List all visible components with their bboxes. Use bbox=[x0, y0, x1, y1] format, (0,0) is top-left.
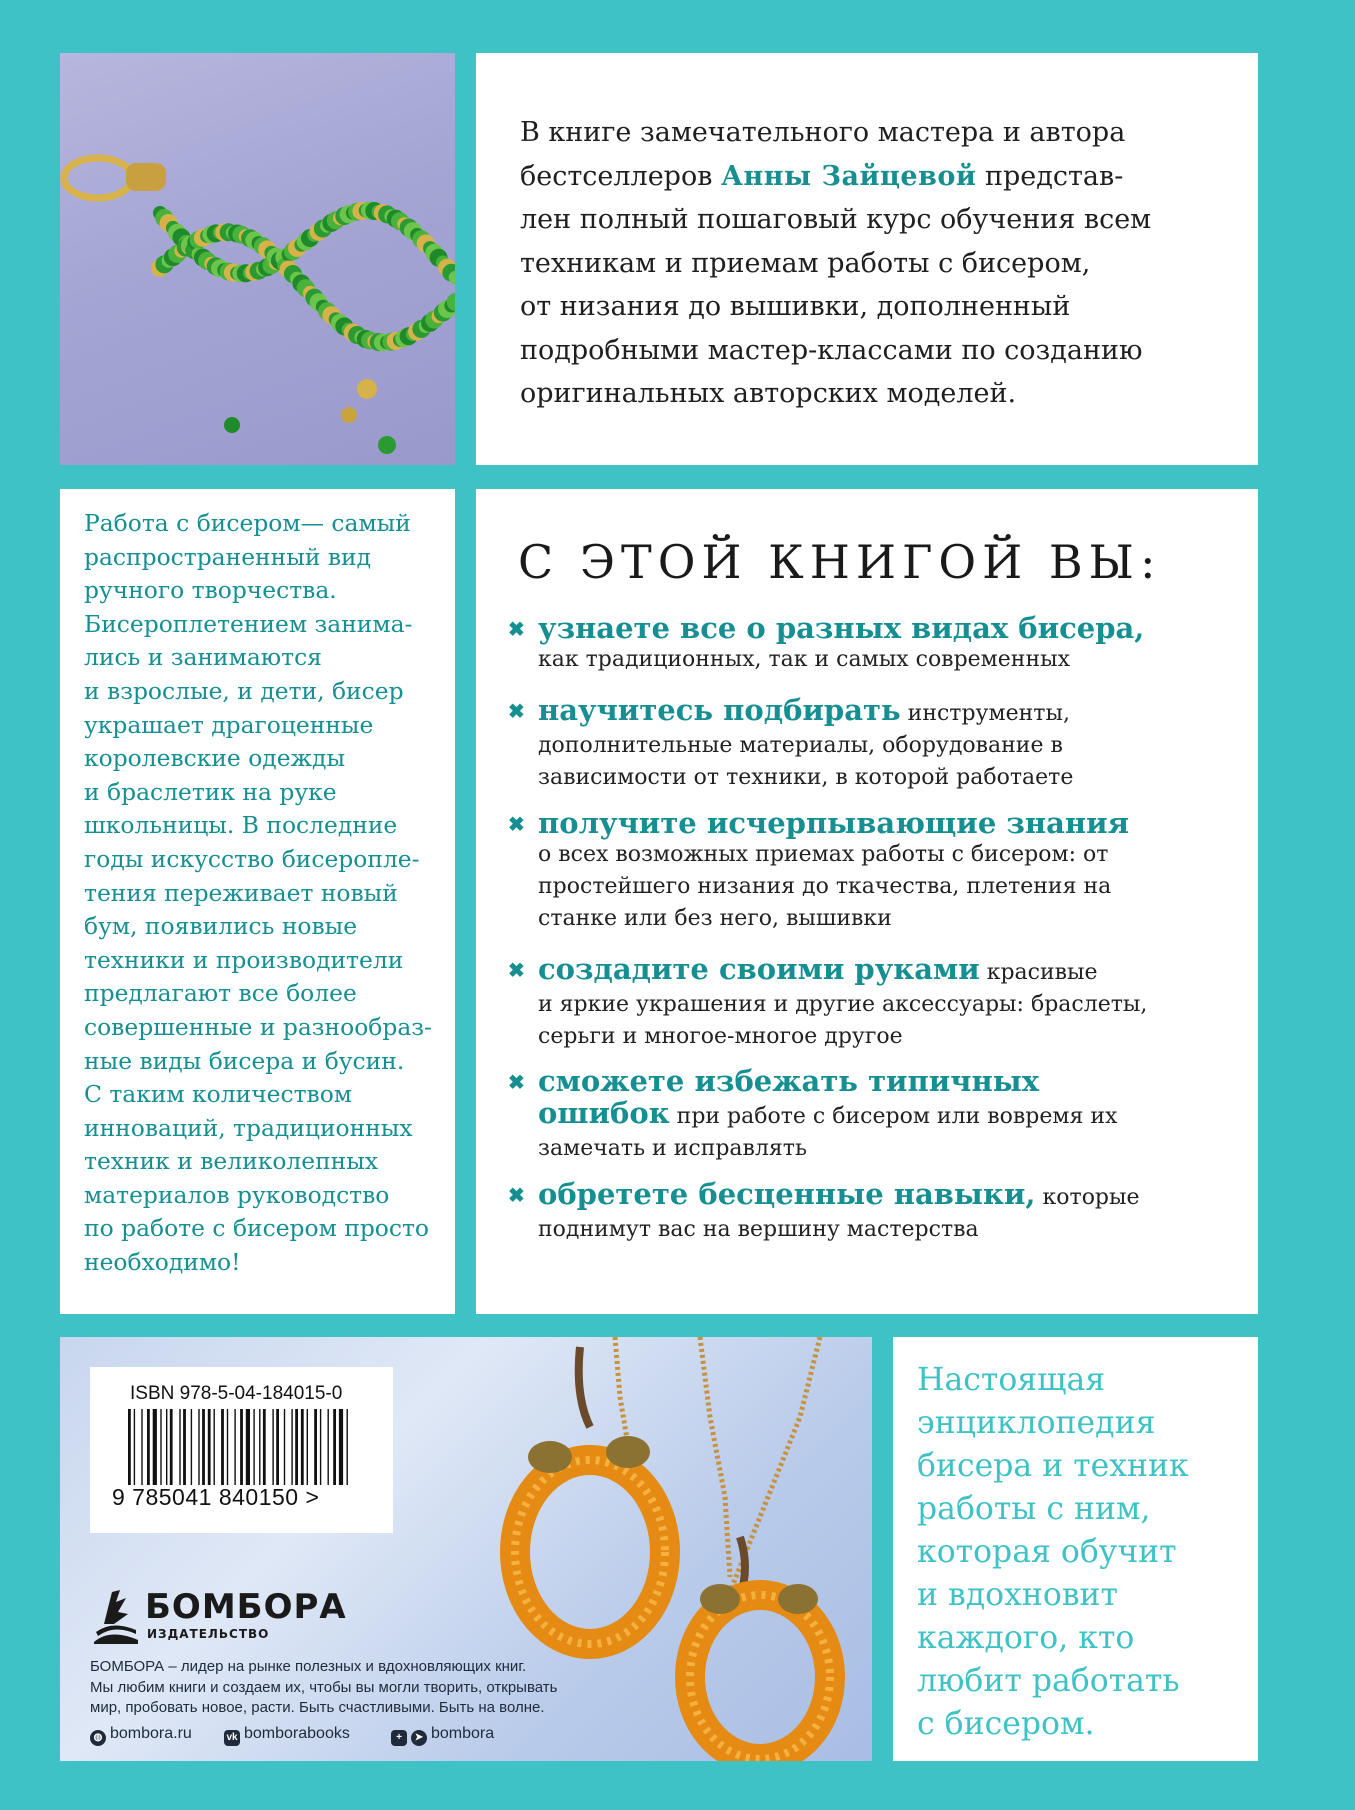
about-line: совершенные и разнообраз- bbox=[84, 1012, 432, 1041]
about-line: по работе с бисером просто bbox=[84, 1214, 430, 1243]
publisher-description-line: Мы любим книги и создаем их, чтобы вы могли творить, открывать bbox=[90, 1679, 558, 1696]
intro-line: подробными мастер-классами по созданию bbox=[520, 334, 1143, 366]
slogan-line: Настоящая bbox=[917, 1362, 1106, 1398]
about-line: бум, появились новые bbox=[84, 912, 358, 941]
intro-line: лен полный пошаговый курс обучения всем bbox=[520, 204, 1152, 235]
slogan-panel bbox=[893, 1337, 1258, 1761]
slogan-line: которая обучит bbox=[917, 1534, 1177, 1570]
bombora-logo-icon bbox=[90, 1584, 142, 1646]
social-telegram[interactable]: + ➤ bombora bbox=[391, 1725, 494, 1746]
benefit-item bbox=[508, 806, 1130, 935]
publisher-logo-sub: ИЗДАТЕЛЬСТВО bbox=[147, 1627, 270, 1641]
benefit-line: поднимут вас на вершину мастерства bbox=[538, 1217, 979, 1242]
slogan-line: любит работать bbox=[917, 1663, 1180, 1699]
benefit-item bbox=[508, 1177, 1140, 1246]
benefit-line: и яркие украшения и другие аксессуары: браслеты, bbox=[538, 992, 1148, 1017]
publisher-description-line: мир, пробовать новое, расти. Быть счастливыми. Быть на волне. bbox=[90, 1699, 545, 1716]
bead-chain bbox=[151, 202, 455, 352]
benefit-head: обретете бесценные навыки, которые bbox=[538, 1177, 1140, 1211]
about-line: ные виды бисера и бусин. bbox=[84, 1046, 405, 1075]
benefit-line: серьги и многое-многое другое bbox=[538, 1024, 903, 1049]
slogan-line: каждого, кто bbox=[917, 1620, 1135, 1656]
about-line: годы искусство бисеропле- bbox=[84, 844, 420, 873]
about-line: инноваций, традиционных bbox=[84, 1113, 413, 1142]
about-line: материалов руководство bbox=[84, 1180, 390, 1209]
benefit-item bbox=[508, 1064, 1118, 1165]
benefit-line: замечать и исправлять bbox=[538, 1136, 807, 1161]
bullet-icon: ✖ bbox=[508, 958, 525, 982]
social-vk[interactable]: vk bomborabooks bbox=[224, 1725, 350, 1746]
benefit-line: дополнительные материалы, оборудование в bbox=[538, 733, 1063, 758]
about-panel bbox=[60, 489, 455, 1314]
vk-icon: vk bbox=[224, 1730, 240, 1746]
about-line: школьницы. В последние bbox=[84, 811, 398, 840]
about-line: распространенный вид bbox=[84, 542, 372, 571]
isbn-digits: 9 785041 840150 > bbox=[112, 1484, 320, 1510]
slogan-line: энциклопедия bbox=[917, 1405, 1156, 1441]
benefit-head: сможете избежать типичных bbox=[538, 1064, 1040, 1098]
intro-line: оригинальных авторских моделей. bbox=[520, 378, 1017, 409]
bullet-icon: ✖ bbox=[508, 1183, 525, 1207]
about-line: техники и производители bbox=[84, 945, 404, 974]
about-line: ручного творчества. bbox=[84, 576, 337, 605]
intro-line: бестселлеров Анны Зайцевой представ- bbox=[520, 160, 1124, 192]
about-line: украшает драгоценные bbox=[84, 710, 374, 739]
benefit-head: узнаете все о разных видах бисера, bbox=[538, 611, 1145, 645]
about-line: С таким количеством bbox=[84, 1080, 352, 1109]
benefit-item bbox=[508, 952, 1148, 1053]
isbn-barcode-box bbox=[90, 1367, 393, 1533]
benefit-line: зависимости от техники, в которой работаете bbox=[538, 765, 1074, 790]
about-line: тения переживает новый bbox=[84, 878, 398, 907]
about-line: необходимо! bbox=[84, 1248, 241, 1277]
intro-line: В книге замечательного мастера и автора bbox=[520, 117, 1126, 148]
intro-line: от низания до вышивки, дополненный bbox=[520, 291, 1071, 322]
benefit-line: как традиционных, так и самых современных bbox=[538, 647, 1071, 672]
globe-icon: ◍ bbox=[90, 1730, 106, 1746]
slogan-line: с бисером. bbox=[917, 1706, 1095, 1742]
about-line: и браслетик на руке bbox=[84, 777, 337, 806]
benefit-line: о всех возможных приемах работы с бисером: от bbox=[538, 842, 1109, 867]
clasp-body bbox=[126, 163, 166, 191]
bullet-icon: ✖ bbox=[508, 617, 525, 641]
benefit-item bbox=[508, 611, 1145, 676]
telegram-icon: ➤ bbox=[411, 1730, 427, 1746]
publisher-description-line: БОМБОРА – лидер на рынке полезных и вдохновляющих книг. bbox=[90, 1658, 527, 1675]
about-line: Бисероплетением занима- bbox=[84, 609, 413, 638]
plus-icon: + bbox=[391, 1730, 407, 1746]
benefit-head: ошибок при работе с бисером или вовремя их bbox=[538, 1096, 1118, 1130]
clasp-ring bbox=[64, 158, 132, 198]
bracelet-photo bbox=[60, 53, 455, 465]
about-line: Работа с бисером— самый bbox=[84, 509, 411, 537]
bullet-icon: ✖ bbox=[508, 812, 525, 836]
slogan-line: и вдохновит bbox=[917, 1577, 1118, 1613]
about-line: лись и занимаются bbox=[84, 643, 322, 672]
benefit-head: создадите своими руками красивые bbox=[538, 952, 1098, 986]
about-line: и взрослые, и дети, бисер bbox=[84, 676, 404, 705]
publisher-logo-text: БОМБОРА bbox=[145, 1587, 347, 1627]
benefit-head: научитесь подбирать инструменты, bbox=[538, 693, 1070, 727]
benefit-line: простейшего низания до ткачества, плетения на bbox=[538, 874, 1112, 899]
bullet-icon: ✖ bbox=[508, 1070, 525, 1094]
about-paragraph bbox=[84, 507, 445, 1280]
benefit-head: получите исчерпывающие знания bbox=[538, 806, 1130, 840]
bullet-icon: ✖ bbox=[508, 699, 525, 723]
benefit-line: станке или без него, вышивки bbox=[538, 906, 892, 931]
benefit-item bbox=[508, 693, 1074, 794]
benefits-title: С ЭТОЙ КНИГОЙ ВЫ: bbox=[518, 535, 1162, 589]
intro-panel bbox=[476, 53, 1258, 465]
intro-paragraph bbox=[520, 111, 1218, 416]
slogan-line: работы с ним, bbox=[917, 1491, 1151, 1527]
social-website[interactable]: ◍ bombora.ru bbox=[90, 1725, 192, 1746]
about-line: королевские одежды bbox=[84, 744, 346, 773]
author-name: Анны Зайцевой bbox=[721, 160, 977, 192]
bracelet-illustration bbox=[60, 53, 455, 465]
about-line: техник и великолепных bbox=[84, 1147, 379, 1176]
barcode bbox=[128, 1409, 354, 1485]
isbn-label: ISBN 978-5-04-184015-0 bbox=[130, 1383, 343, 1404]
slogan-line: бисера и техник bbox=[917, 1448, 1189, 1484]
intro-line: техникам и приемам работы с бисером, bbox=[520, 247, 1091, 279]
about-line: предлагают все более bbox=[84, 979, 357, 1008]
